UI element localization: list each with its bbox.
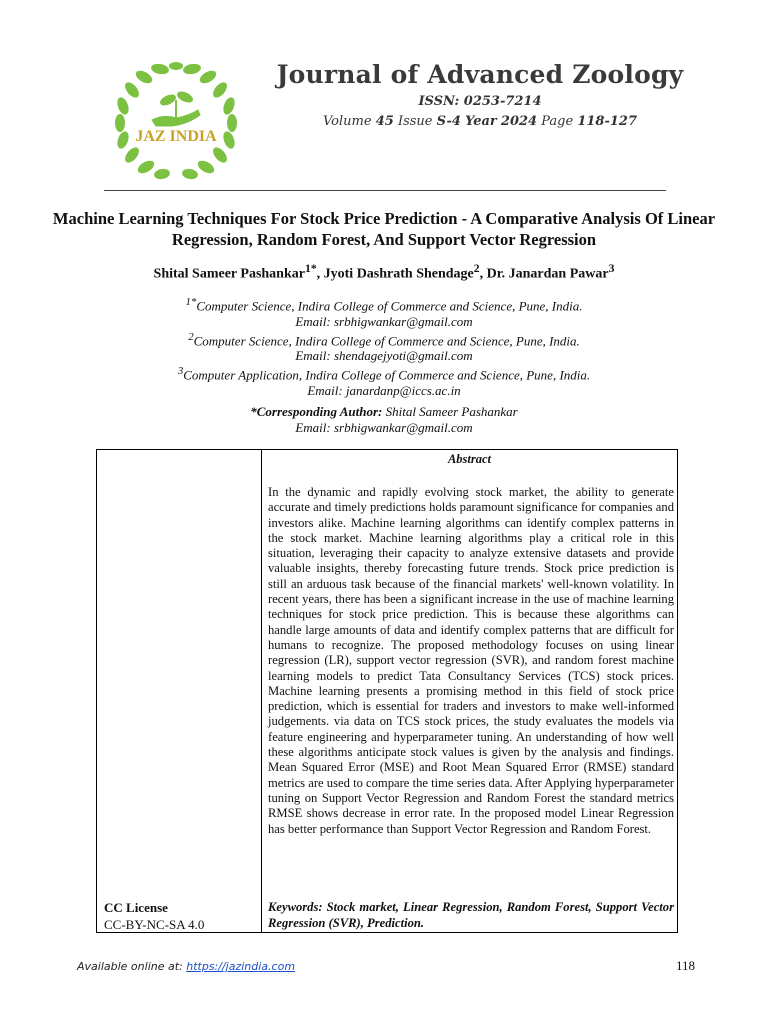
author-list: Shital Sameer Pashankar$^{1*}$, Jyoti Dashrath Shendage$^2$, Dr. Janardan Pawar$^3$ <box>153 262 615 282</box>
affiliation-sup: 1* <box>185 296 197 308</box>
issn: ISSN: 0253-7214 <box>418 94 542 109</box>
available-label: Available online at: <box>77 960 183 973</box>
author-name: Jyoti Dashrath Shendage <box>323 266 474 282</box>
affiliation-email: Email: srbhigwankar@gmail.com <box>295 313 473 329</box>
affiliation-text: Computer Application, Indira College of Commerce and Science, Pune, India. <box>183 367 591 383</box>
abstract-heading: Abstract <box>447 452 492 466</box>
affiliation-line <box>40 364 728 383</box>
abstract-column <box>262 450 677 932</box>
issue-label: Issue <box>397 114 433 129</box>
paper-title: Machine Learning Techniques For Stock Price Prediction - A Comparative Analysis Of Linear Regression, Random Forest, And Support Vector Regression <box>52 209 716 249</box>
author-sup: 1* <box>304 262 317 275</box>
footer-availability <box>77 960 295 973</box>
page-number: 118 <box>676 958 696 973</box>
affiliation-email: Email: shendagejyoti@gmail.com <box>295 348 473 364</box>
volume-line <box>270 114 690 129</box>
affiliation-sup: 3 <box>177 365 184 378</box>
logo-wreath-icon <box>110 60 242 182</box>
logo-text: JAZ INDIA <box>135 128 217 145</box>
affiliation-email: Email: janardanp@iccs.ac.in <box>307 382 461 398</box>
affiliation-text: Computer Science, Indira College of Commerce and Science, Pune, India. <box>196 298 583 314</box>
affiliation-line <box>40 295 728 314</box>
license-column <box>97 450 262 932</box>
year-value: 2024 <box>500 114 538 129</box>
page-label: Page <box>541 114 574 129</box>
volume-label: Volume <box>322 114 372 129</box>
corresponding-name: Shital Sameer Pashankar <box>385 404 518 419</box>
volume-number: 45 <box>375 114 394 129</box>
journal-link[interactable]: https://jazindia.com <box>186 960 296 973</box>
corresponding-author <box>40 404 728 436</box>
author-name: Shital Sameer Pashankar <box>153 266 305 282</box>
abstract-body: In the dynamic and rapidly evolving stock market, the ability to generate accurate and timely predictions holds paramount significance for companies and investors alike. Machine learning algorithms can identify complex patterns in the stock market. Machine learning algorithms play a critical role in this situation, leveraging their capacity to analyze extensive datasets and provide valuable insights, thereby forecasting future trends. Stock price prediction is still an arduous task because of the financial markets' well-known volatility. In recent years, there has been a significant increase in the use of machine learning techniques for stock price prediction. This is because these algorithms can handle large amounts of data and identify complex patterns that are difficult for humans to recognize. The proposed methodology focuses on using linear regression (LR), support vector regression (SVR), and random forest machine learning models to predict Tata Consultancy Services (TCS) stock prices. Machine learning presents a promising method in this field of stock price prediction, which is essential for traders and investors to make well-informed judgements. via data on TCS stock prices, the study evaluates the models via feature engineering and hyperparameter tuning. An understanding of how well these algorithms anticipate stock values is given by the analysis and findings. Mean Squared Error (MSE) and Root Mean Squared Error (RMSE) standard metrics are used to compare the time series data. After Applying hyperparameter tuning on Support Vector Regression and Random Forest the standard metrics RMSE shows decrease in error rate. In the proposed model Linear Regression has better performance than Support Vector Regression and Random Forest. <box>268 485 674 836</box>
affiliation-text: Computer Science, Indira College of Commerce and Science, Pune, India. <box>193 332 580 348</box>
issue-number: S-4 <box>436 114 461 129</box>
author-sup: 3 <box>608 262 615 275</box>
affiliations <box>40 295 728 399</box>
author-name: Dr. Janardan Pawar <box>486 266 609 282</box>
affiliation-line <box>40 330 728 349</box>
author-sup: 2 <box>473 262 480 275</box>
corresponding-label: *Corresponding Author: <box>250 404 383 419</box>
page-range: 118-127 <box>577 114 637 129</box>
affiliation-sup: 2 <box>188 330 194 343</box>
keywords: Keywords: Stock market, Linear Regression, Random Forest, Support Vector Regression (SVR), Prediction. <box>268 900 674 930</box>
journal-title: Journal of Advanced Zoology <box>276 60 684 89</box>
abstract-table <box>96 449 678 933</box>
license-value: CC-BY-NC-SA 4.0 <box>104 917 205 932</box>
year-label: Year <box>465 114 497 129</box>
corresponding-email: Email: srbhigwankar@gmail.com <box>295 420 473 435</box>
header-divider <box>104 190 666 191</box>
license-label: CC License <box>104 900 168 915</box>
journal-logo <box>110 60 242 182</box>
